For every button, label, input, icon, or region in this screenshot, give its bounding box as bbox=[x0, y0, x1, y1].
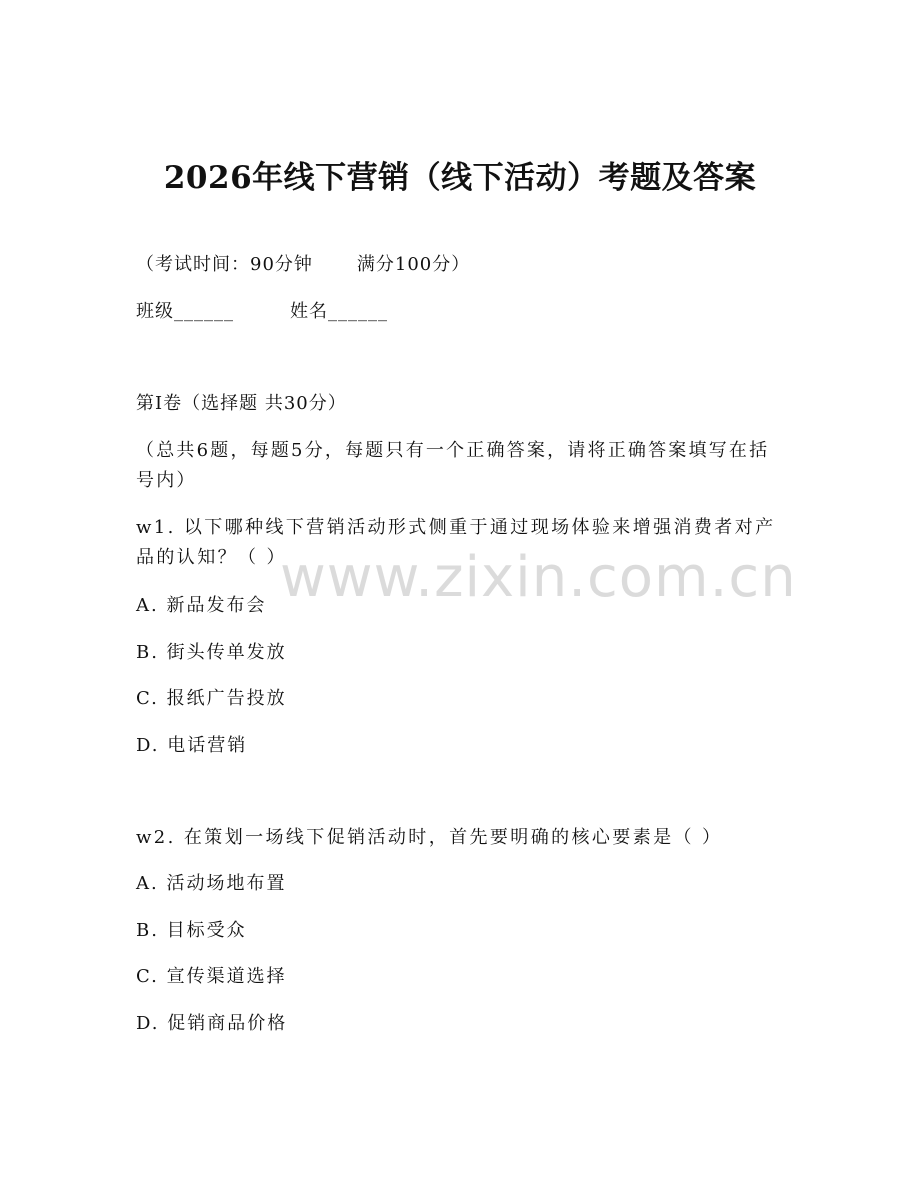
option-b: B. 街头传单发放 bbox=[136, 642, 287, 663]
class-field: 班级______ bbox=[136, 301, 234, 322]
section-instructions: （总共6题，每题5分，每题只有一个正确答案，请将正确答案填写在括号内） bbox=[136, 440, 770, 491]
exam-full-score: 满分100分） bbox=[356, 254, 471, 275]
student-info bbox=[136, 299, 388, 325]
question-stem: w1. 以下哪种线下营销活动形式侧重于通过现场体验来增强消费者对产品的认知？（ ） bbox=[136, 517, 776, 568]
section-heading: 第I卷（选择题 共30分） bbox=[136, 393, 347, 414]
option-a: A. 新品发布会 bbox=[136, 595, 267, 616]
option-c: C. 报纸广告投放 bbox=[136, 688, 287, 709]
exam-info bbox=[136, 252, 470, 278]
watermark: www.zixin.com.cn bbox=[280, 545, 797, 610]
document-title: 2026年线下营销（线下活动）考题及答案 bbox=[163, 160, 757, 196]
option-d: D. 促销商品价格 bbox=[136, 1013, 288, 1034]
exam-time: （考试时间：90分钟 bbox=[136, 254, 313, 275]
option-a: A. 活动场地布置 bbox=[136, 873, 287, 894]
question-stem: w2. 在策划一场线下促销活动时，首先要明确的核心要素是（ ） bbox=[136, 827, 723, 848]
option-b: B. 目标受众 bbox=[136, 920, 247, 941]
option-d: D. 电话营销 bbox=[136, 735, 248, 756]
name-field: 姓名______ bbox=[290, 301, 388, 322]
option-c: C. 宣传渠道选择 bbox=[136, 966, 287, 987]
